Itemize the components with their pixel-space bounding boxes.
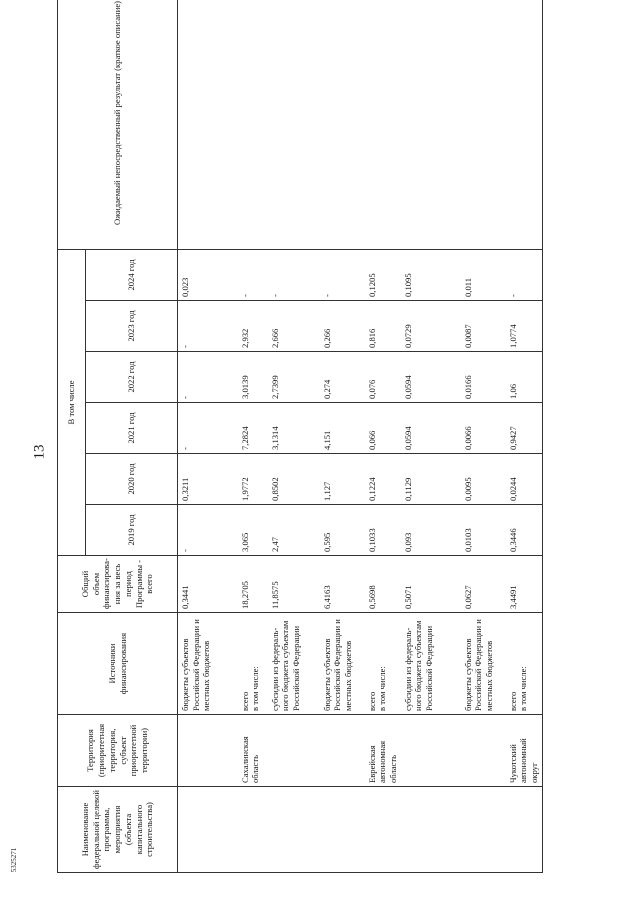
cell-y2019: - <box>178 505 238 556</box>
document-code: 5325271 <box>10 847 18 873</box>
cell-total: 3,4491 <box>506 556 543 613</box>
cell-y2021: 0,0594 <box>401 403 461 454</box>
header-year-2022: 2022 год <box>86 352 178 403</box>
cell-total: 18,2705 <box>238 556 268 613</box>
cell-y2024: - <box>506 250 543 301</box>
cell-y2022: 0,076 <box>365 352 401 403</box>
cell-territory <box>401 715 461 787</box>
cell-y2023: - <box>178 301 238 352</box>
cell-y2023: 0,0729 <box>401 301 461 352</box>
cell-y2019: 0,595 <box>320 505 365 556</box>
cell-total: 11,8575 <box>268 556 320 613</box>
cell-y2022: - <box>178 352 238 403</box>
cell-y2023: 1,0774 <box>506 301 543 352</box>
cell-y2020: 0,3211 <box>178 454 238 505</box>
cell-y2021: 4,151 <box>320 403 365 454</box>
cell-y2019: 3,065 <box>238 505 268 556</box>
header-total: Общий объем финансирова-ния за весь период Программы - всего <box>58 556 178 613</box>
cell-name <box>461 787 506 873</box>
cell-result <box>365 0 401 250</box>
cell-source <box>506 613 543 715</box>
cell-y2023: 0,816 <box>365 301 401 352</box>
cell-y2021: 0,0066 <box>461 403 506 454</box>
cell-source <box>268 613 320 715</box>
cell-y2021: 3,1314 <box>268 403 320 454</box>
source-line: всего <box>239 691 250 711</box>
header-territory: Территория (приоритетная территория, субъект приоритетной территории) <box>58 715 178 787</box>
rotated-table-area <box>57 1 587 873</box>
cell-source <box>320 613 365 715</box>
cell-territory: Сахалинская область <box>238 715 268 787</box>
cell-result <box>506 0 543 250</box>
cell-y2021: 0,9427 <box>506 403 543 454</box>
cell-territory <box>178 715 238 787</box>
table-body <box>178 0 543 873</box>
cell-y2022: 0,274 <box>320 352 365 403</box>
cell-y2020: 0,1224 <box>365 454 401 505</box>
cell-result <box>238 0 268 250</box>
cell-y2022: 0,0166 <box>461 352 506 403</box>
cell-territory: Чукотский автономный округ <box>506 715 543 787</box>
cell-y2021: 0,066 <box>365 403 401 454</box>
cell-y2022: 2,7399 <box>268 352 320 403</box>
financing-table <box>57 0 543 873</box>
cell-y2023: 0,266 <box>320 301 365 352</box>
cell-y2022: 1,06 <box>506 352 543 403</box>
cell-name <box>238 787 268 873</box>
source-line: бюджеты субъектов Российской Федерации и местных бюджетов <box>462 619 495 711</box>
source-line: в том числе: <box>250 666 261 711</box>
cell-territory <box>461 715 506 787</box>
table-row <box>401 0 461 873</box>
cell-total: 6,4163 <box>320 556 365 613</box>
cell-name <box>178 787 238 873</box>
cell-source <box>178 613 238 715</box>
page-number: 13 <box>31 444 48 460</box>
cell-territory <box>268 715 320 787</box>
cell-result <box>320 0 365 250</box>
source-line: в том числе: <box>377 666 388 711</box>
cell-name <box>506 787 543 873</box>
cell-territory: Еврейская автономная область <box>365 715 401 787</box>
source-line: бюджеты субъектов Российской Федерации и местных бюджетов <box>321 619 353 711</box>
cell-result <box>268 0 320 250</box>
cell-name <box>320 787 365 873</box>
source-line: в том числе: <box>518 666 529 711</box>
header-year-2021: 2021 год <box>86 403 178 454</box>
source-line: субсидии из федераль-ного бюджета субъектам Российской Федерации <box>269 620 301 711</box>
cell-y2019: 0,3446 <box>506 505 543 556</box>
cell-y2021: - <box>178 403 238 454</box>
cell-y2019: 0,0103 <box>461 505 506 556</box>
cell-source <box>401 613 461 715</box>
cell-territory <box>320 715 365 787</box>
cell-y2024: - <box>268 250 320 301</box>
cell-y2020: 0,1129 <box>401 454 461 505</box>
table-row <box>178 0 238 873</box>
cell-name <box>268 787 320 873</box>
table-row <box>238 0 268 873</box>
header-name: Наименование федеральной целевой программы, мероприятия (объекта капитального строительства) <box>58 787 178 873</box>
cell-y2019: 2,47 <box>268 505 320 556</box>
cell-y2024: 0,011 <box>461 250 506 301</box>
header-year-2023: 2023 год <box>86 301 178 352</box>
table-row <box>461 0 506 873</box>
header-year-2024: 2024 год <box>86 250 178 301</box>
cell-total: 0,5698 <box>365 556 401 613</box>
header-year-2019: 2019 год <box>86 505 178 556</box>
cell-y2023: 0,0087 <box>461 301 506 352</box>
cell-y2024: 0,1205 <box>365 250 401 301</box>
cell-y2019: 0,093 <box>401 505 461 556</box>
header-year-2020: 2020 год <box>86 454 178 505</box>
source-line: бюджеты субъектов Российской Федерации и местных бюджетов <box>180 619 212 711</box>
cell-name <box>365 787 401 873</box>
cell-y2020: 0,8502 <box>268 454 320 505</box>
table-row <box>506 0 543 873</box>
cell-result <box>401 0 461 250</box>
cell-y2024: - <box>238 250 268 301</box>
cell-y2022: 0,0594 <box>401 352 461 403</box>
cell-y2019: 0,1033 <box>365 505 401 556</box>
cell-total: 0,5071 <box>401 556 461 613</box>
cell-y2023: 2,932 <box>238 301 268 352</box>
table-row <box>268 0 320 873</box>
cell-source <box>461 613 506 715</box>
cell-y2020: 0,0244 <box>506 454 543 505</box>
table-row <box>320 0 365 873</box>
header-result: Ожидаемый непосредственный результат (краткое описание) <box>58 0 178 250</box>
cell-y2020: 1,127 <box>320 454 365 505</box>
cell-y2024: 0,023 <box>178 250 238 301</box>
source-line: всего <box>507 691 518 711</box>
table-row <box>365 0 401 873</box>
header-source: Источники финансирования <box>58 613 178 715</box>
cell-total: 0,0627 <box>461 556 506 613</box>
cell-y2020: 0,0095 <box>461 454 506 505</box>
cell-total: 0,3441 <box>178 556 238 613</box>
cell-source <box>365 613 401 715</box>
cell-y2024: - <box>320 250 365 301</box>
source-line: всего <box>366 691 377 711</box>
cell-result <box>178 0 238 250</box>
cell-source <box>238 613 268 715</box>
cell-y2023: 2,666 <box>268 301 320 352</box>
cell-y2024: 0,1095 <box>401 250 461 301</box>
cell-y2020: 1,9772 <box>238 454 268 505</box>
cell-y2022: 3,0139 <box>238 352 268 403</box>
header-in-that-number: В том числе <box>58 250 86 556</box>
cell-y2021: 7,2824 <box>238 403 268 454</box>
cell-name <box>401 787 461 873</box>
cell-result <box>461 0 506 250</box>
source-line: субсидии из федераль-ного бюджета субъектам Российской Федерации <box>402 620 435 711</box>
